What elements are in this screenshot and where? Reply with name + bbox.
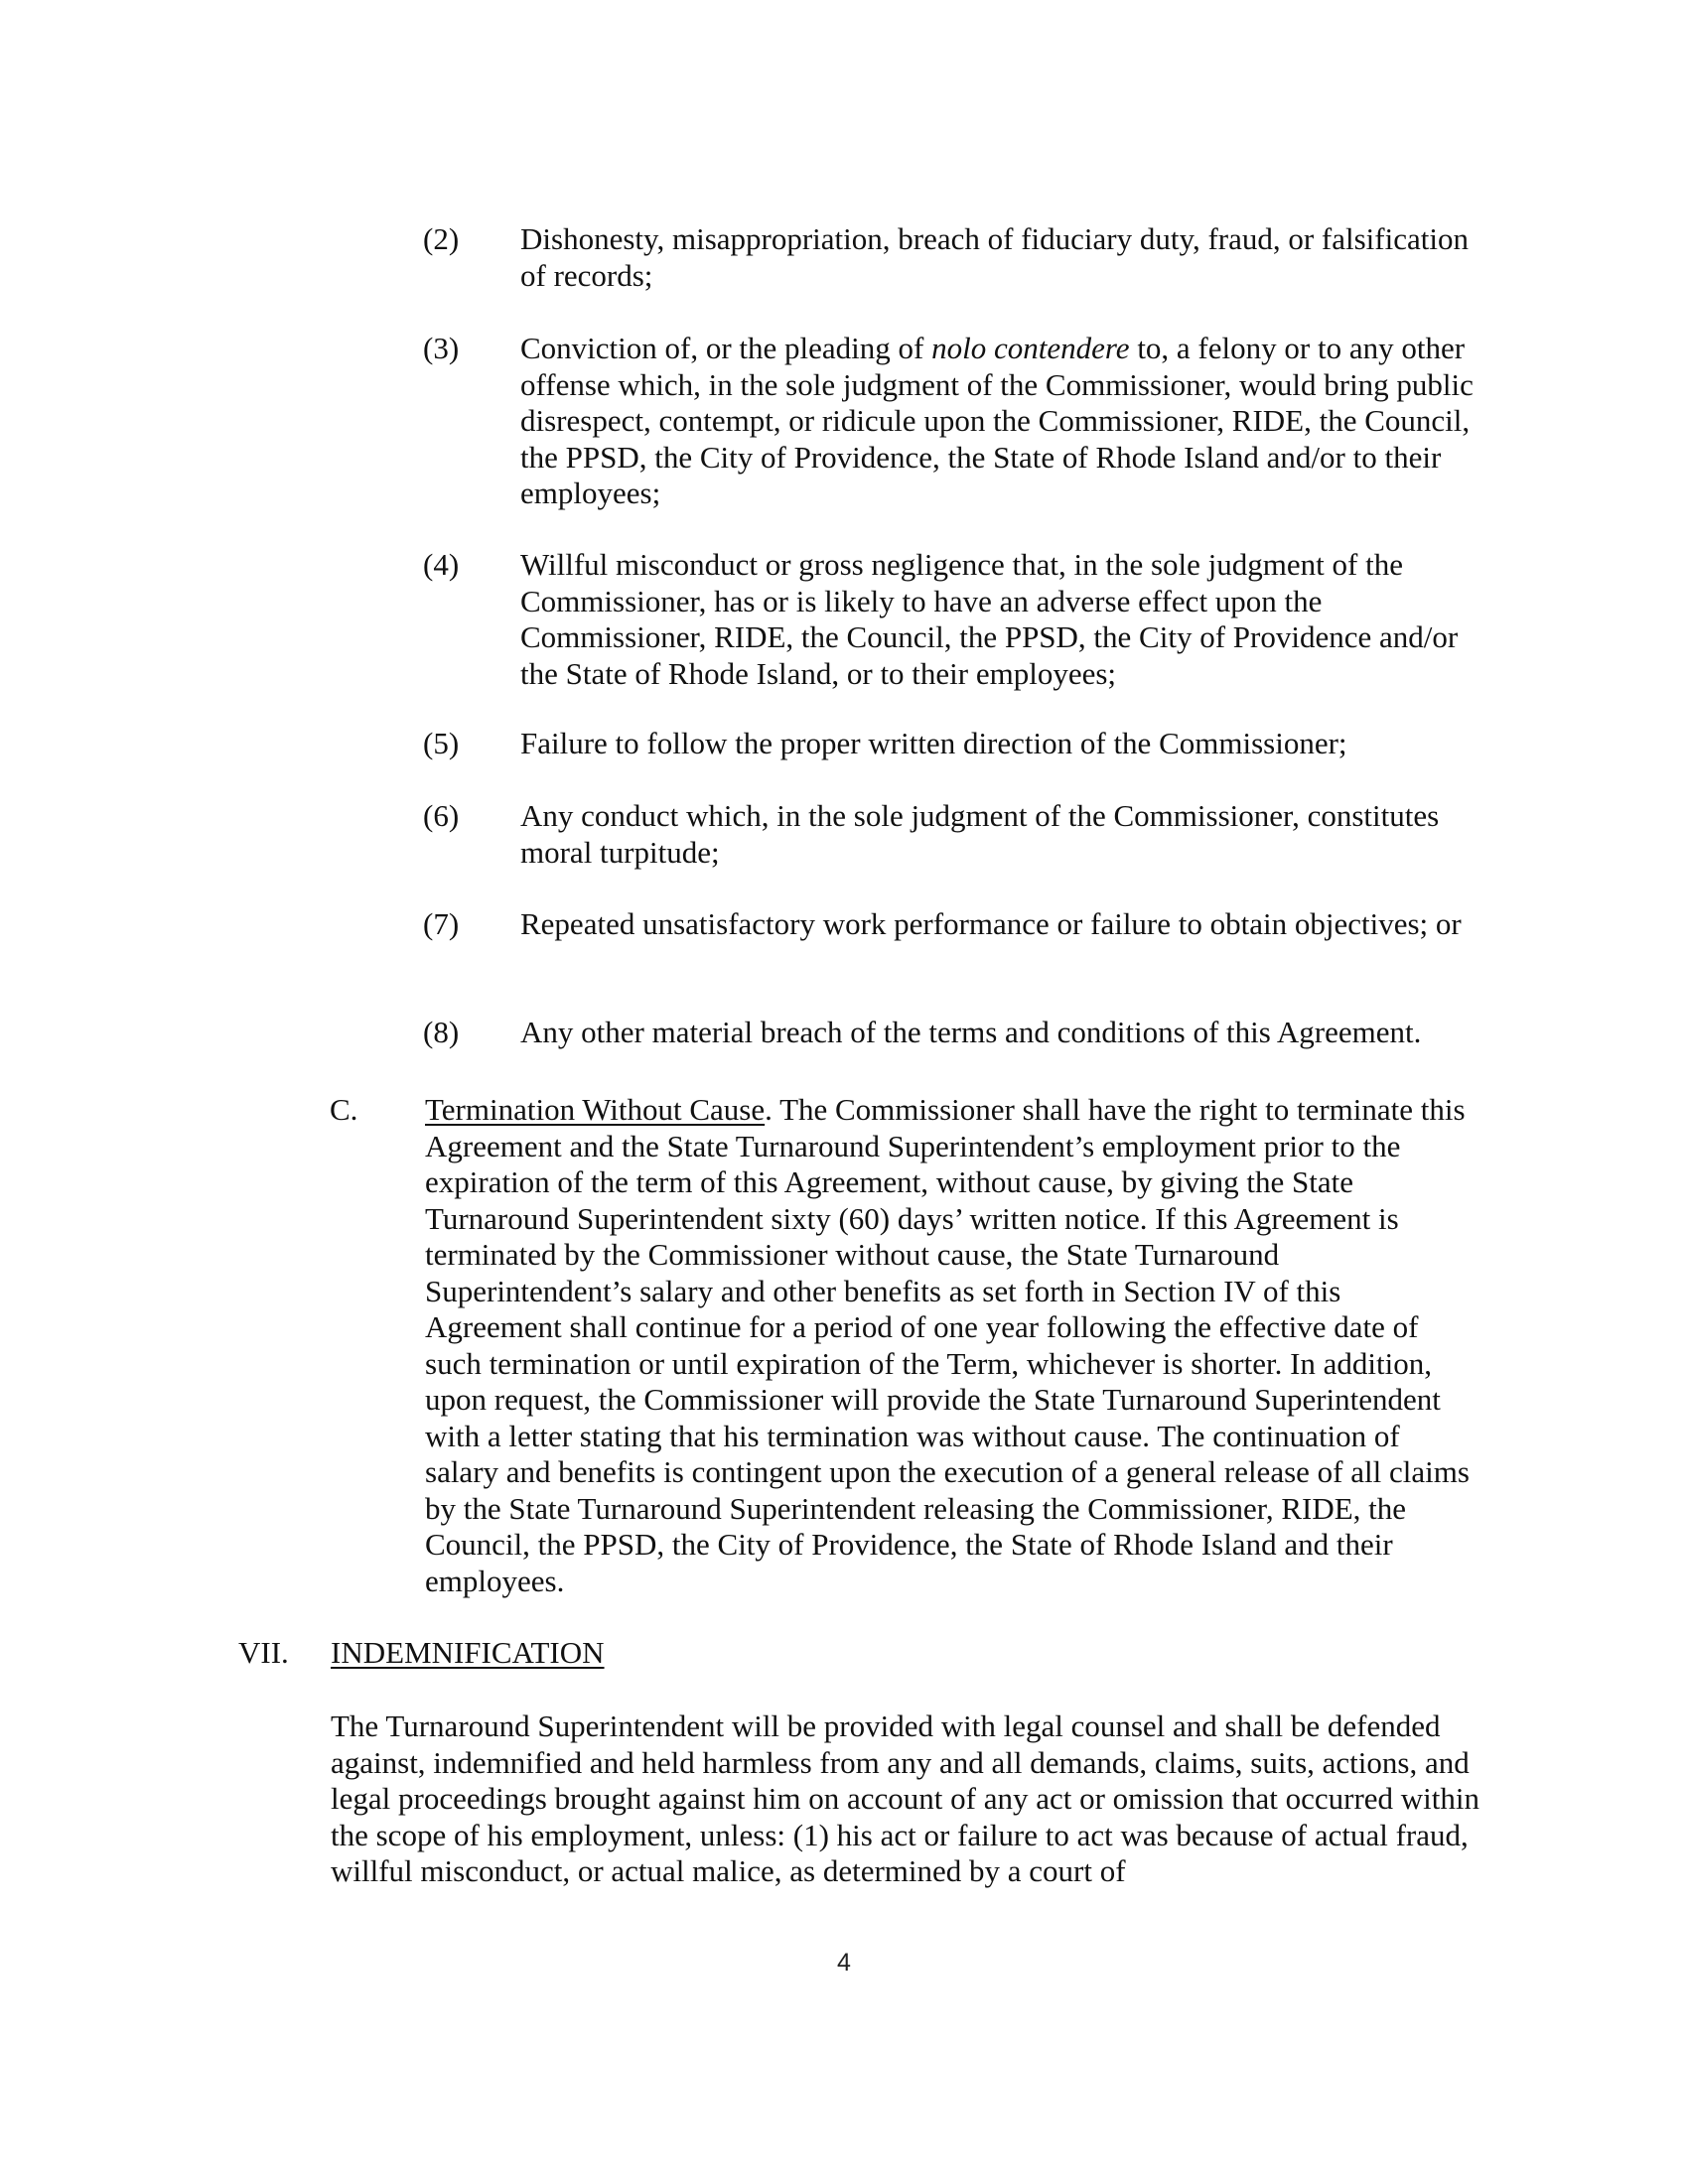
clause-text: Willful misconduct or gross negligence that, in the sole judgment of the Commissioner, has or is likely to have an adverse effect upon the Commissioner, RIDE, the Council, the PPSD, the City of Providence and/or the State of Rhode Island, or to their employees; [520,547,1459,691]
clause-text: Repeated unsatisfactory work performance or failure to obtain objectives; or [520,906,1462,941]
clause-text: Failure to follow the proper written direction of the Commissioner; [520,726,1347,760]
clause-number: (6) [423,798,460,833]
indemnification-paragraph: The Turnaround Superintendent will be provided with legal counsel and shall be defended against, indemnified and held harmless from any and all demands, claims, suits, actions, and legal proceedings brought against him on account of any act or omission that occurred within the scope of his employment, unless: (1) his act or failure to act was because of actual fraud, willful misconduct, or actual malice, as determined by a court of [331,1708,1480,1888]
section-c-title: Termination Without Cause [425,1092,766,1127]
clause-text: Any conduct which, in the sole judgment of the Commissioner, constitutes moral turpitude; [520,798,1440,870]
page-number: 4 [837,1949,851,1977]
section-c-body: . The Commissioner shall have the right to terminate this Agreement and the State Turnaround Superintendent’s employment prior to the expiration of the term of this Agreement, without cause, by giving the State Turnaround Superintendent sixty (60) days’ written notice. If this Agreement is terminated by the Commissioner without cause, the State Turnaround Superintendent’s salary and other benefits as set forth in Section IV of this Agreement shall continue for a period of one year following the effective date of such termination or until expiration of the Term, whichever is shorter. In addition, upon request, the Commissioner will provide the State Turnaround Superintendent with a letter stating that his termination was without cause. The continuation of salary and benefits is contingent upon the execution of a general release of all claims by the State Turnaround Superintendent releasing the Commissioner, RIDE, the Council, the PPSD, the City of Providence, the State of Rhode Island and their employees. [425,1092,1470,1598]
clause-number: (4) [423,547,460,582]
clause-text-pre: Conviction of, or the pleading of [520,331,932,365]
clause-text-post: to, a felony or to any other offense which, in the sole judgment of the Commissioner, would bring public disrespect, contempt, or ridicule upon the Commissioner, RIDE, the Council, the PPSD, the City of Providence, the State of Rhode Island and/or to their employees; [520,331,1474,510]
section-c-paragraph [425,1092,1479,1599]
clause-number: (8) [423,1015,460,1049]
clause-text: Dishonesty, misappropriation, breach of fiduciary duty, fraud, or falsification of records; [520,221,1469,293]
section-roman-numeral: VII. [238,1635,289,1670]
section-heading: INDEMNIFICATION [331,1635,605,1670]
clause-text [520,331,1474,512]
clause-number: (3) [423,331,460,365]
clause-number: (5) [423,726,460,760]
clause-text-italic: nolo contendere [931,331,1130,365]
clause-number: (2) [423,221,460,256]
clause-number: (7) [423,906,460,941]
section-letter: C. [330,1092,358,1127]
clause-text: Any other material breach of the terms and conditions of this Agreement. [520,1015,1422,1049]
